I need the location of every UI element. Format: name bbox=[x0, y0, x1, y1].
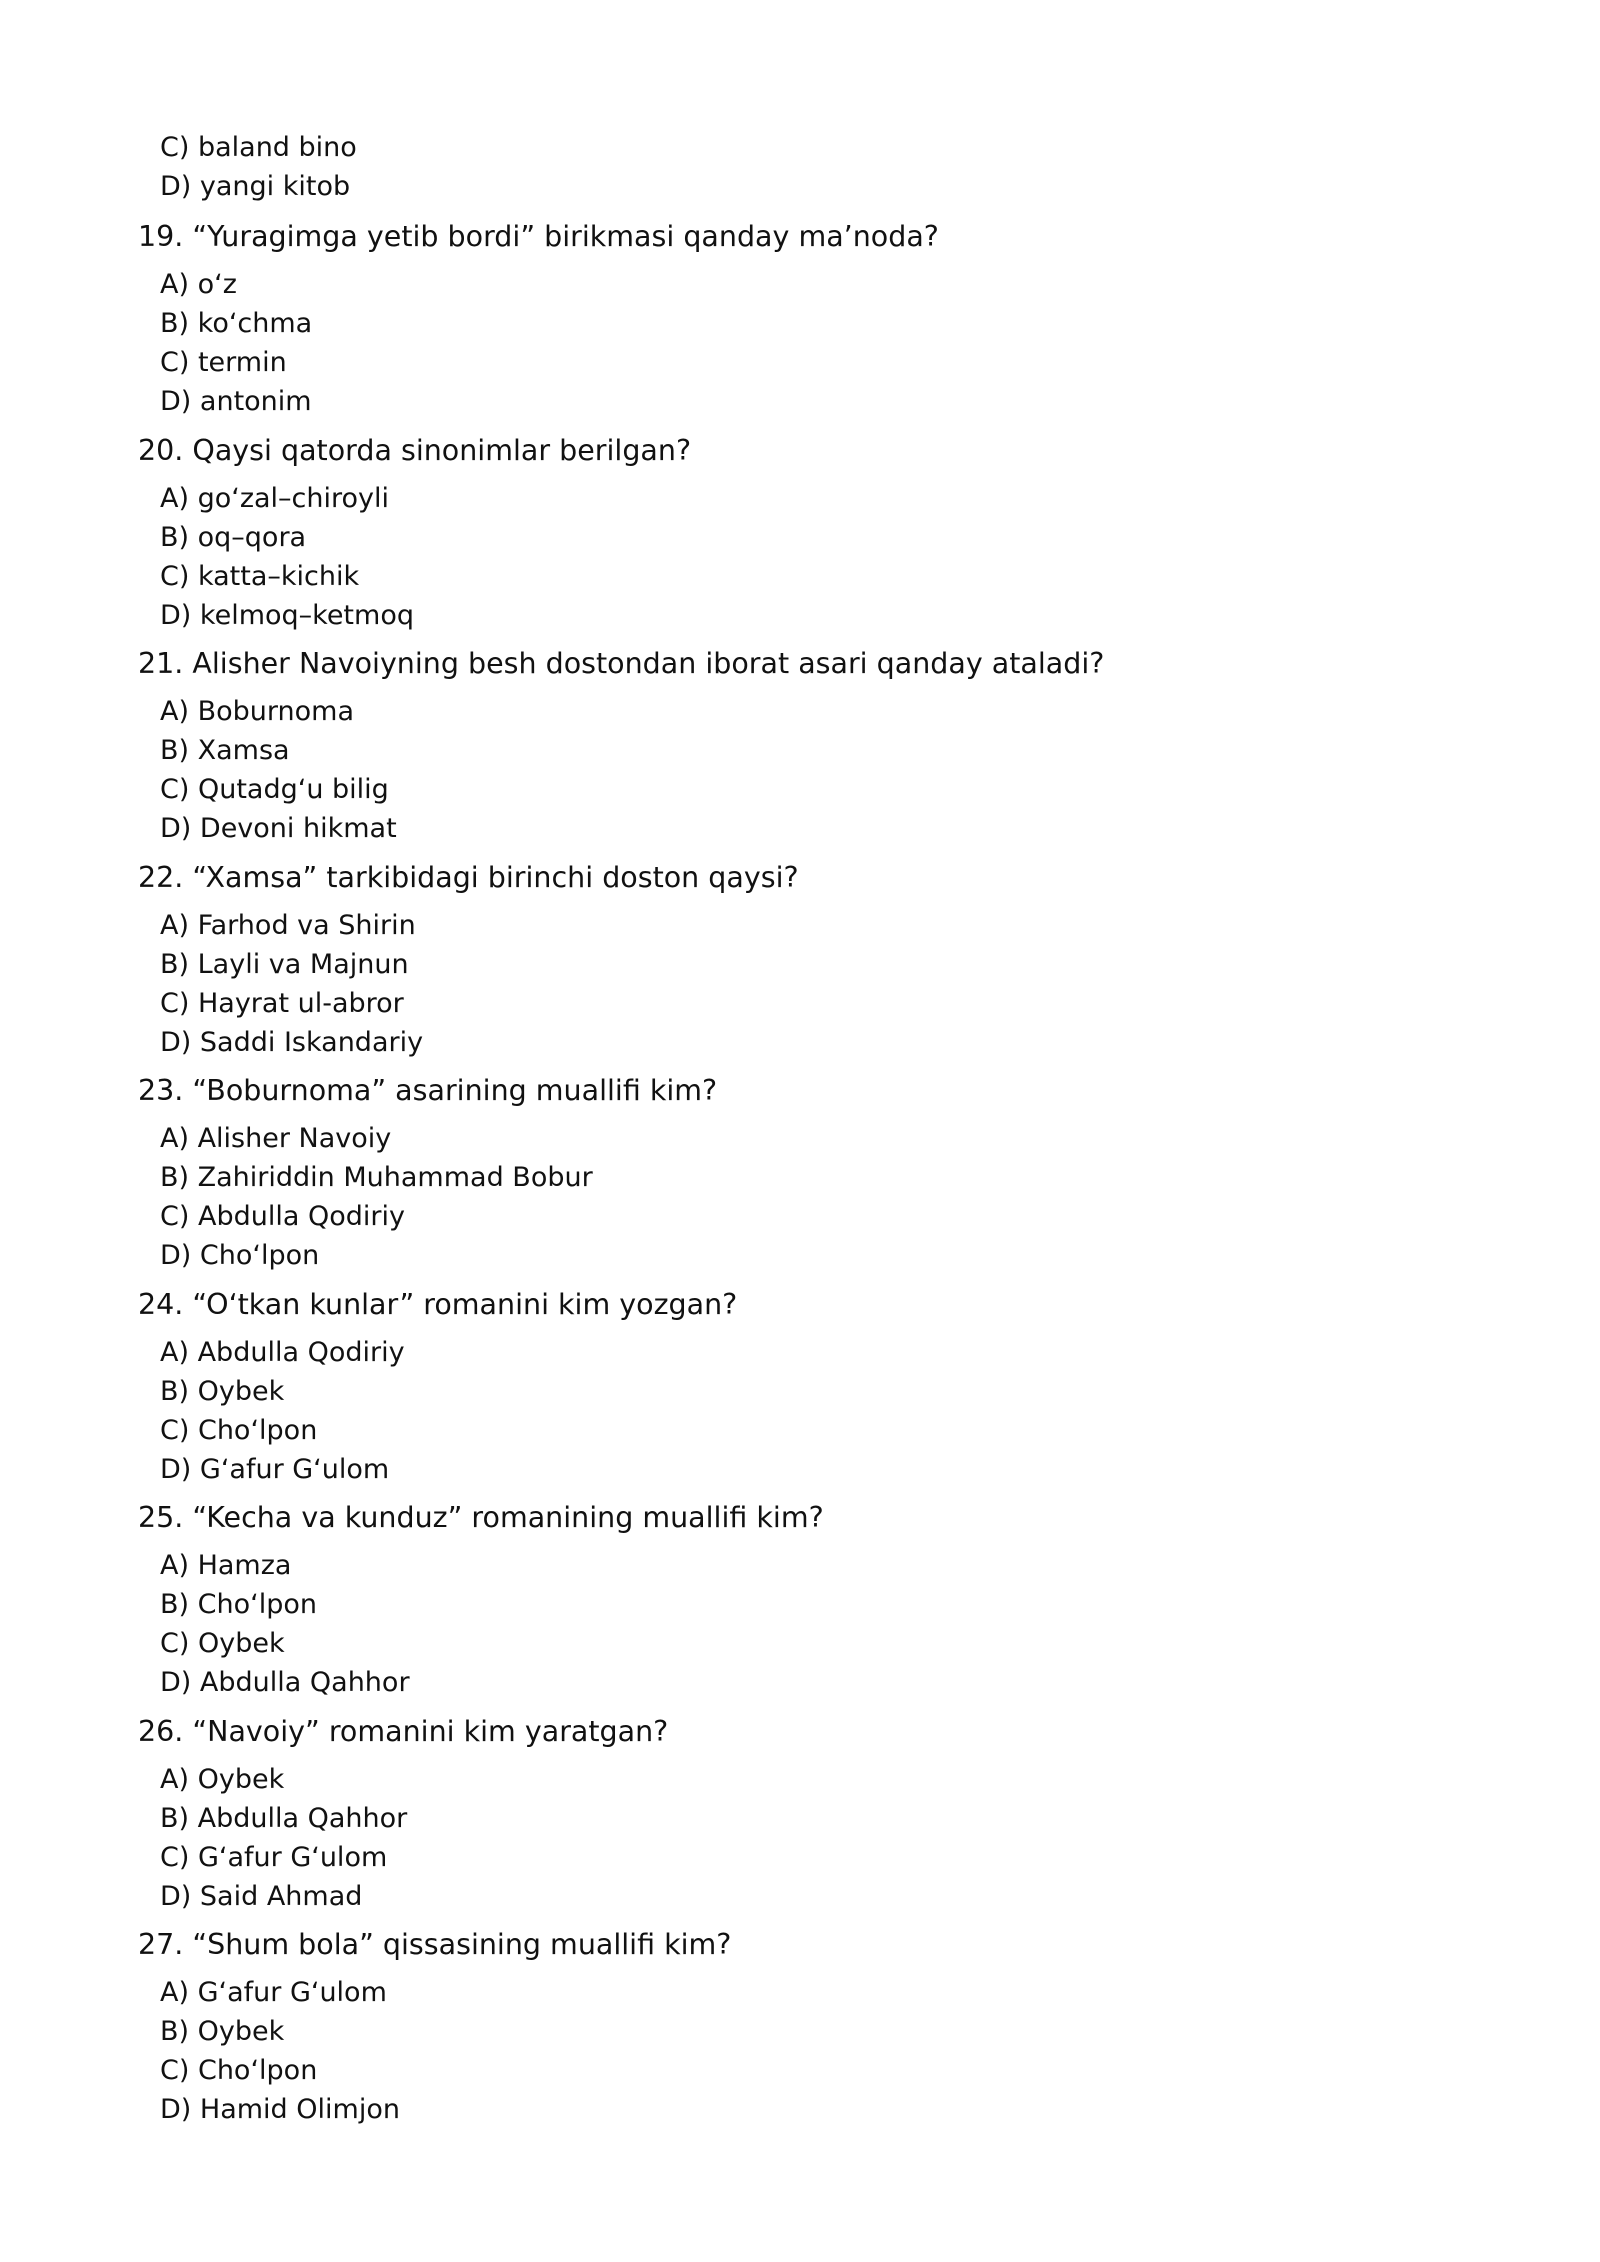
question-text: 22. “Xamsa” tarkibidagi birinchi doston qaysi? bbox=[138, 860, 799, 894]
answer-option: B) Zahiriddin Muhammad Bobur bbox=[160, 1162, 593, 1193]
answer-option: A) Abdulla Qodiriy bbox=[160, 1336, 405, 1368]
question-list bbox=[138, 220, 1518, 2142]
answer-option: A) goʻzal–chiroyli bbox=[160, 482, 390, 514]
answer-option: D) antonim bbox=[160, 386, 312, 417]
answer-option: C) Oybek bbox=[160, 1628, 285, 1659]
answer-option: D) Abdulla Qahhor bbox=[160, 1667, 410, 1698]
answer-option: C) termin bbox=[160, 347, 287, 378]
question-item bbox=[138, 1928, 1518, 2142]
answer-option: B) Abdulla Qahhor bbox=[160, 1802, 408, 1834]
answer-options bbox=[138, 1973, 1518, 2129]
question-text: 23. “Boburnoma” asarining muallifi kim? bbox=[138, 1074, 718, 1107]
answer-option: B) oq–qora bbox=[160, 521, 307, 553]
carryover-options bbox=[160, 128, 357, 206]
answer-options bbox=[138, 1333, 1518, 1489]
answer-option: B) Xamsa bbox=[160, 735, 290, 766]
answer-options bbox=[138, 692, 1518, 848]
question-item bbox=[138, 1288, 1518, 1502]
answer-option: D) Choʻlpon bbox=[160, 1240, 320, 1271]
answer-option: D) kelmoq–ketmoq bbox=[160, 599, 414, 631]
answer-option: B) Choʻlpon bbox=[160, 1589, 317, 1620]
answer-option: C) katta–kichik bbox=[160, 560, 360, 592]
answer-option: A) Gʻafur Gʻulom bbox=[160, 1977, 387, 2008]
question-text: 26. “Navoiy” romanini kim yaratgan? bbox=[138, 1714, 669, 1748]
answer-options bbox=[138, 1760, 1518, 1916]
answer-option: C) baland bino bbox=[160, 132, 357, 163]
answer-option: D) Said Ahmad bbox=[160, 1880, 363, 1912]
question-item bbox=[138, 1715, 1518, 1929]
answer-option: B) koʻchma bbox=[160, 308, 313, 339]
answer-options bbox=[138, 1546, 1518, 1702]
answer-option: D) Hamid Olimjon bbox=[160, 2094, 400, 2125]
answer-option: A) oʻz bbox=[160, 269, 237, 300]
answer-option: D) yangi kitob bbox=[160, 171, 351, 202]
answer-option: C) Gʻafur Gʻulom bbox=[160, 1841, 388, 1873]
answer-option: C) Hayrat ul-abror bbox=[160, 987, 404, 1019]
question-item bbox=[138, 1074, 1518, 1288]
answer-option: A) Farhod va Shirin bbox=[160, 909, 416, 941]
answer-option: C) Qutadgʻu bilig bbox=[160, 774, 389, 805]
answer-option: A) Alisher Navoiy bbox=[160, 1123, 392, 1154]
answer-option: A) Boburnoma bbox=[160, 696, 354, 727]
question-item bbox=[138, 220, 1518, 434]
question-text: 21. Alisher Navoiyning besh dostondan iborat asari qanday ataladi? bbox=[138, 647, 1105, 680]
answer-options bbox=[138, 1119, 1518, 1275]
answer-option: C) Abdulla Qodiriy bbox=[160, 1201, 405, 1232]
question-item bbox=[138, 861, 1518, 1075]
question-text: 20. Qaysi qatorda sinonimlar berilgan? bbox=[138, 433, 692, 467]
answer-option: A) Hamza bbox=[160, 1550, 292, 1581]
answer-options bbox=[138, 265, 1518, 421]
answer-option: D) Gʻafur Gʻulom bbox=[160, 1453, 390, 1485]
answer-option: C) Choʻlpon bbox=[160, 2055, 318, 2086]
answer-option: C) Choʻlpon bbox=[160, 1414, 318, 1446]
answer-options bbox=[138, 906, 1518, 1062]
answer-option: B) Layli va Majnun bbox=[160, 948, 409, 980]
question-text: 27. “Shum bola” qissasining muallifi kim? bbox=[138, 1928, 732, 1961]
answer-options bbox=[138, 479, 1518, 635]
question-text: 25. “Kecha va kunduz” romanining muallifi kim? bbox=[138, 1501, 824, 1534]
question-item bbox=[138, 434, 1518, 648]
answer-option: D) Devoni hikmat bbox=[160, 813, 397, 844]
answer-option: A) Oybek bbox=[160, 1763, 285, 1795]
question-item bbox=[138, 647, 1518, 861]
answer-option: B) Oybek bbox=[160, 2016, 285, 2047]
question-text: 19. “Yuragimga yetib bordi” birikmasi qanday ma’noda? bbox=[138, 220, 939, 253]
answer-option: D) Saddi Iskandariy bbox=[160, 1026, 424, 1058]
answer-option: B) Oybek bbox=[160, 1375, 285, 1407]
question-item bbox=[138, 1501, 1518, 1715]
question-text: 24. “Oʻtkan kunlar” romanini kim yozgan? bbox=[138, 1287, 738, 1321]
